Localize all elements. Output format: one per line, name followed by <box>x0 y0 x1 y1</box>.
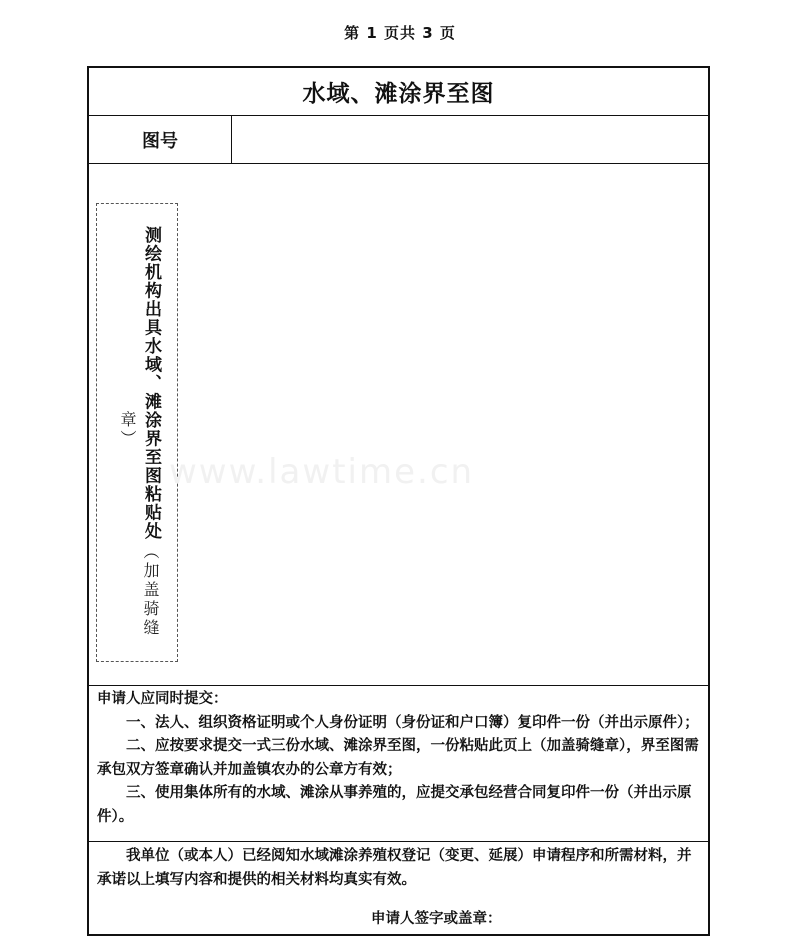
figure-number-row <box>89 116 708 164</box>
figure-number-label: 图号 <box>89 116 232 163</box>
requirement-item: 三、使用集体所有的水域、滩涂从事养殖的，应提交承包经营合同复印件一份（并出示原件）。 <box>97 785 692 825</box>
map-paste-box <box>96 203 178 662</box>
signature-label: 申请人签字或盖章： <box>371 911 502 927</box>
requirement-item: 一、法人、组织资格证明或个人身份证明（身份证和户口簿）复印件一份（并出示原件）； <box>126 714 699 731</box>
requirements-heading: 申请人应同时提交： <box>97 691 228 707</box>
form-title: 水域、滩涂界至图 <box>89 68 708 116</box>
requirements-section <box>89 686 708 842</box>
figure-number-field[interactable] <box>232 116 708 163</box>
page-number: 第 1 页共 3 页 <box>344 24 456 42</box>
map-paste-area <box>89 164 708 686</box>
pledge-section <box>89 842 708 938</box>
paste-instruction: 测绘机构出具水域、滩涂界至图粘贴处 <box>141 226 161 541</box>
seal-note: （加盖骑缝 <box>141 543 160 638</box>
seal-note-end: 章） <box>118 411 137 449</box>
watermark: www.lawtime.cn <box>169 452 475 492</box>
application-form <box>87 66 710 936</box>
pledge-text: 我单位（或本人）已经阅知水域滩涂养殖权登记（变更、延展）申请程序和所需材料，并承诺以上填写内容和提供的相关材料均真实有效。 <box>97 848 692 888</box>
requirement-item: 二、应按要求提交一式三份水域、滩涂界至图，一份粘贴此页上（加盖骑缝章），界至图需承包双方签章确认并加盖镇农办的公章方有效； <box>97 738 699 778</box>
